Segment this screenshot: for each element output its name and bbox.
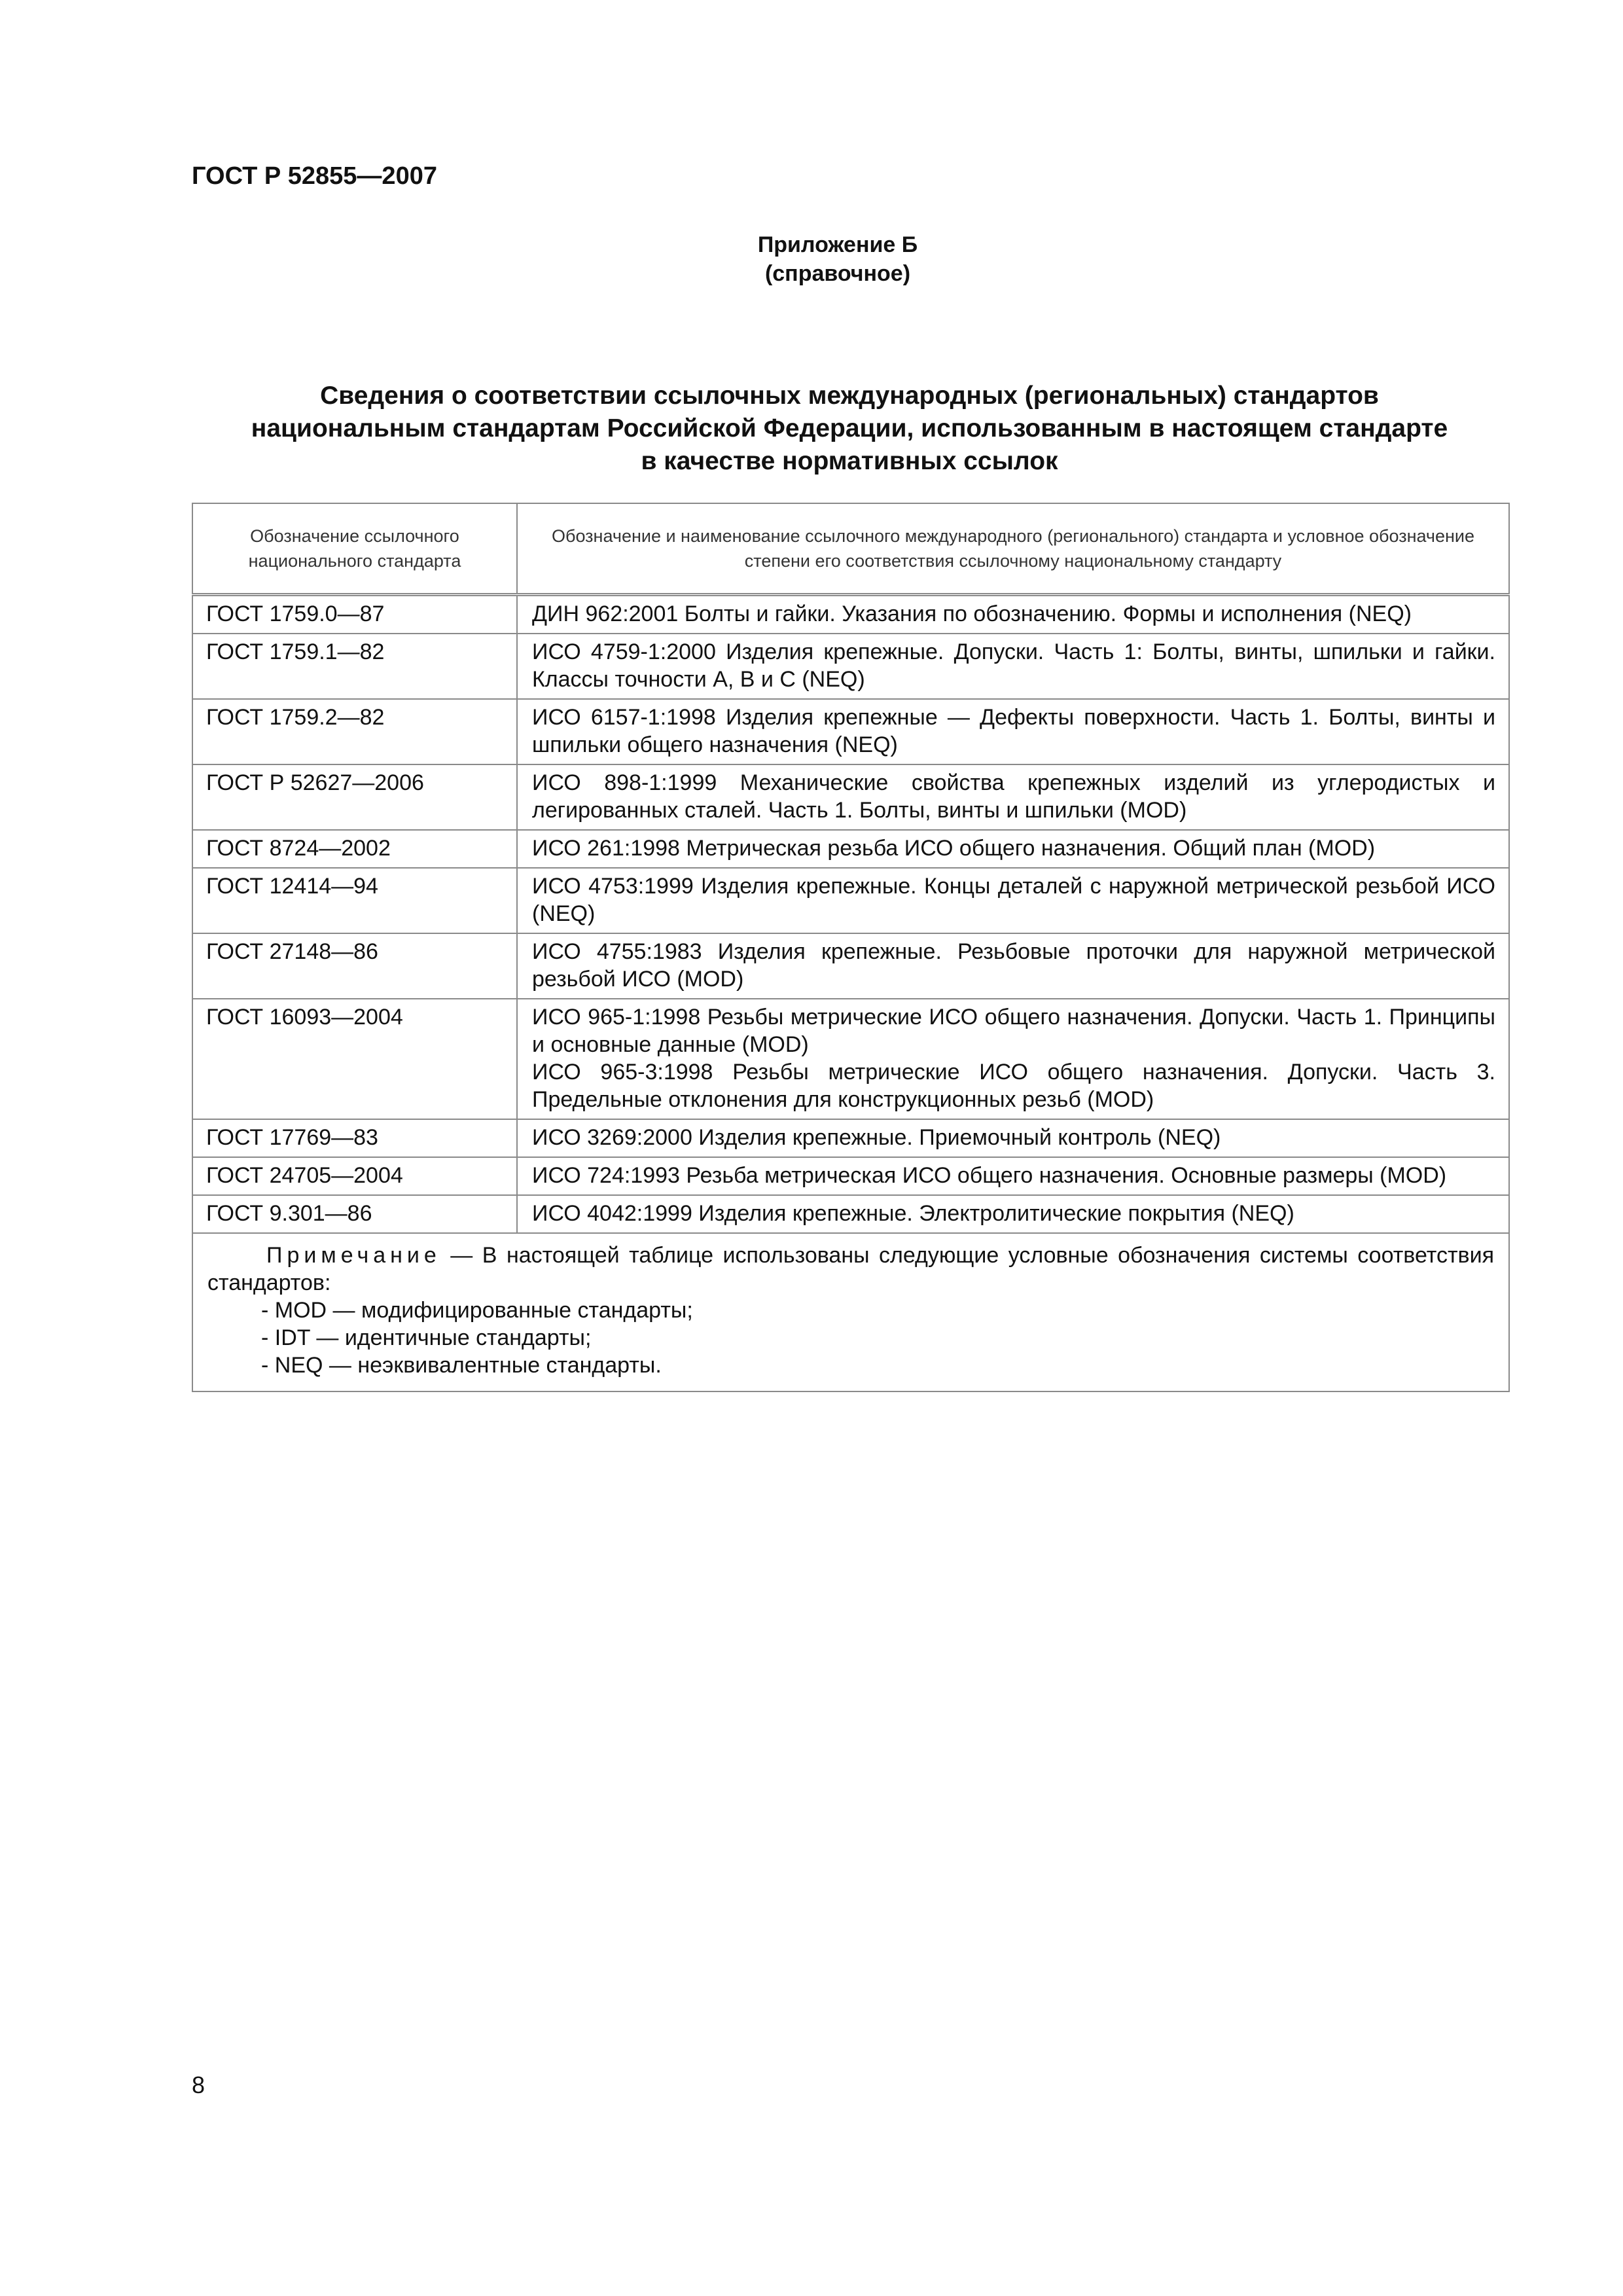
national-standard-cell: ГОСТ 27148—86 xyxy=(192,933,517,999)
note-item: - NEQ — неэквивалентные стандарты. xyxy=(261,1353,662,1378)
international-standard-cell xyxy=(517,634,1509,699)
national-standard-cell: ГОСТ 9.301—86 xyxy=(192,1195,517,1233)
national-standard-cell: ГОСТ 12414—94 xyxy=(192,868,517,933)
national-standard-cell: ГОСТ Р 52627—2006 xyxy=(192,764,517,830)
note-text xyxy=(207,1242,1494,1297)
table-row xyxy=(192,830,1509,868)
title-line: в качестве нормативных ссылок xyxy=(641,447,1058,475)
standard-description: ИСО 965-1:1998 Резьбы метрические ИСО общего назначения. Допуски. Часть 1. Принципы и основные данные (MOD) xyxy=(532,1005,1495,1057)
international-standard-cell xyxy=(517,1119,1509,1157)
table-row xyxy=(192,699,1509,764)
national-standard-cell: ГОСТ 1759.0—87 xyxy=(192,595,517,634)
section-title xyxy=(192,380,1507,478)
national-standard-cell: ГОСТ 17769—83 xyxy=(192,1119,517,1157)
references-table xyxy=(192,503,1510,1392)
standard-description: ИСО 898-1:1999 Механические свойства крепежных изделий из углеродистых и легированных сталей. Часть 1. Болты, винты и шпильки (MOD) xyxy=(532,770,1495,823)
note-lead: Примечание xyxy=(266,1243,441,1268)
standard-description: ИСО 965-3:1998 Резьбы метрические ИСО общего назначения. Допуски. Часть 3. Предельные отклонения для конструкционных резьб (MOD) xyxy=(532,1060,1495,1112)
table-row xyxy=(192,868,1509,933)
header-international-standard: Обозначение и наименование ссылочного международного (регионального) стандарта и условное обозначение степени его соответствия ссылочному национальному стандарту xyxy=(517,503,1509,595)
standard-description: ИСО 261:1998 Метрическая резьба ИСО общего назначения. Общий план (MOD) xyxy=(532,836,1376,861)
table-note xyxy=(192,1233,1509,1391)
standard-description: ИСО 4759-1:2000 Изделия крепежные. Допуски. Часть 1: Болты, винты, шпильки и гайки. Классы точности А, В и С (NEQ) xyxy=(532,639,1495,692)
appendix-type: (справочное) xyxy=(764,261,911,286)
page-number: 8 xyxy=(192,2072,205,2098)
table-row xyxy=(192,933,1509,999)
table-row xyxy=(192,1195,1509,1233)
header-national-standard: Обозначение ссылочного национального стандарта xyxy=(192,503,517,595)
international-standard-cell xyxy=(517,999,1509,1119)
international-standard-cell xyxy=(517,933,1509,999)
international-standard-cell xyxy=(517,1157,1509,1195)
international-standard-cell xyxy=(517,1195,1509,1233)
table-row xyxy=(192,764,1509,830)
document-code: ГОСТ Р 52855—2007 xyxy=(192,162,437,190)
note-row xyxy=(192,1233,1509,1391)
note-item: - IDT — идентичные стандарты; xyxy=(261,1325,592,1350)
table-row xyxy=(192,999,1509,1119)
national-standard-cell: ГОСТ 24705—2004 xyxy=(192,1157,517,1195)
table-row xyxy=(192,634,1509,699)
national-standard-cell: ГОСТ 1759.2—82 xyxy=(192,699,517,764)
national-standard-cell: ГОСТ 8724—2002 xyxy=(192,830,517,868)
standard-description: ИСО 724:1993 Резьба метрическая ИСО общего назначения. Основные размеры (MOD) xyxy=(532,1163,1447,1188)
standard-description: ИСО 4755:1983 Изделия крепежные. Резьбовые проточки для наружной метрической резьбой ИСО (MOD) xyxy=(532,939,1495,992)
note-list xyxy=(261,1297,1494,1379)
table-header-row xyxy=(192,503,1509,595)
table-row xyxy=(192,1119,1509,1157)
national-standard-cell: ГОСТ 1759.1—82 xyxy=(192,634,517,699)
title-line: национальным стандартам Российской Федерации, использованным в настоящем стандарте xyxy=(251,414,1448,442)
standard-description: ДИН 962:2001 Болты и гайки. Указания по обозначению. Формы и исполнения (NEQ) xyxy=(532,601,1412,626)
standard-description: ИСО 4753:1999 Изделия крепежные. Концы деталей с наружной метрической резьбой ИСО (NEQ) xyxy=(532,874,1495,926)
note-item: - MOD — модифицированные стандарты; xyxy=(261,1298,693,1323)
international-standard-cell xyxy=(517,830,1509,868)
international-standard-cell xyxy=(517,764,1509,830)
note-body: — В настоящей таблице использованы следующие условные обозначения системы соответствия стандартов: xyxy=(207,1243,1494,1295)
table-body xyxy=(192,595,1509,1234)
international-standard-cell xyxy=(517,868,1509,933)
appendix-title: Приложение Б xyxy=(757,232,918,257)
national-standard-cell: ГОСТ 16093—2004 xyxy=(192,999,517,1119)
table-row xyxy=(192,1157,1509,1195)
standard-description: ИСО 3269:2000 Изделия крепежные. Приемочный контроль (NEQ) xyxy=(532,1125,1221,1150)
standard-description: ИСО 6157-1:1998 Изделия крепежные — Дефекты поверхности. Часть 1. Болты, винты и шпильки общего назначения (NEQ) xyxy=(532,705,1495,757)
international-standard-cell xyxy=(517,699,1509,764)
title-line: Сведения о соответствии ссылочных международных (региональных) стандартов xyxy=(320,382,1379,410)
standard-description: ИСО 4042:1999 Изделия крепежные. Электролитические покрытия (NEQ) xyxy=(532,1201,1294,1226)
international-standard-cell xyxy=(517,595,1509,634)
table-row xyxy=(192,595,1509,634)
